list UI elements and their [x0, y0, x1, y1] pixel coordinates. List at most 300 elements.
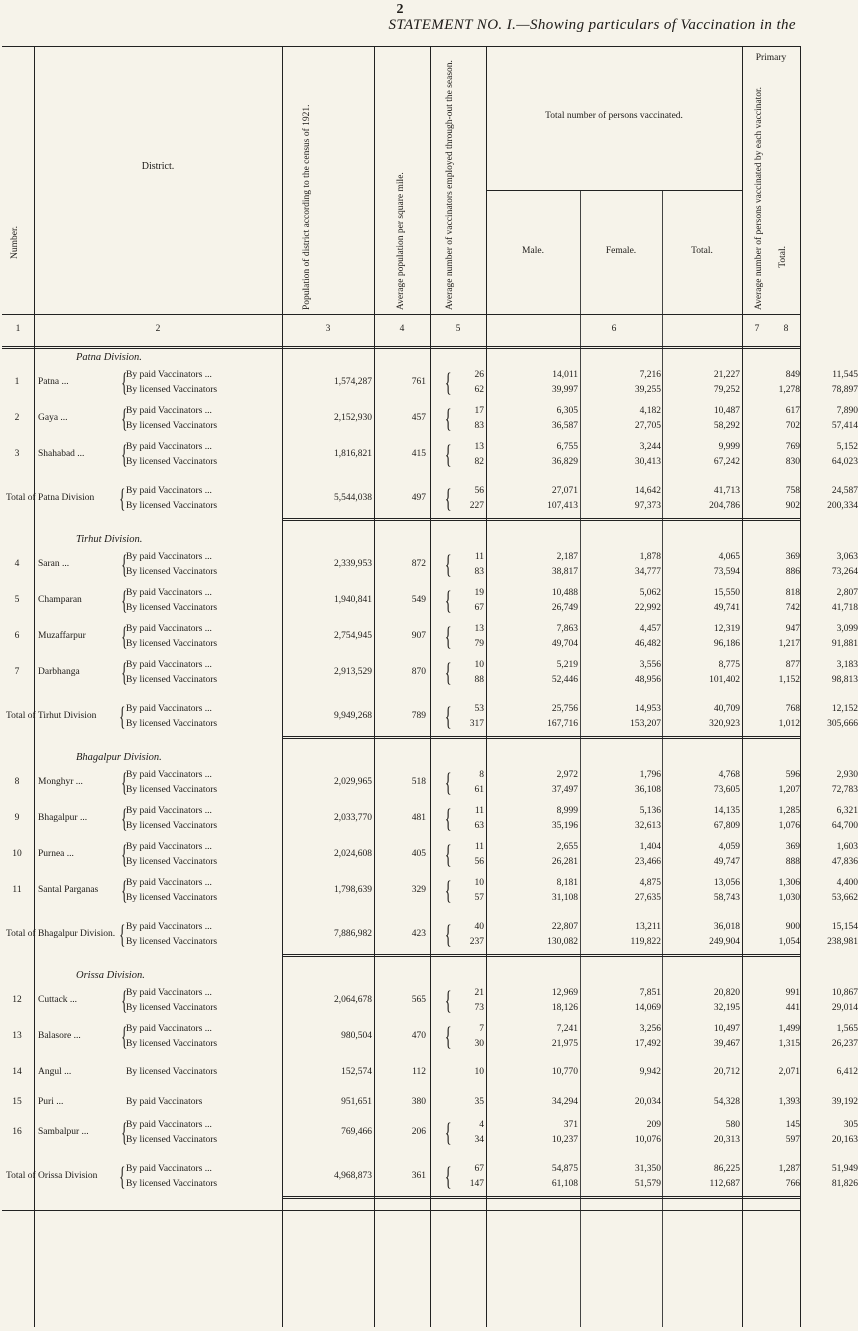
density-value: 206: [411, 1127, 426, 1137]
vaccinators-value: 11: [474, 842, 484, 852]
male-value: 10,770: [551, 1067, 578, 1077]
primary-total-value: 51,949: [831, 1164, 858, 1174]
district-name: Cuttack ...: [38, 995, 78, 1005]
primary-total-value: 98,813: [831, 675, 858, 685]
row-number: 12: [12, 995, 22, 1005]
vaccinators-value: 34: [474, 1135, 484, 1145]
brace-icon: {: [444, 920, 452, 949]
vaccinators-value: 11: [474, 806, 484, 816]
population-value: 5,544,038: [334, 493, 372, 503]
average-value: 2,071: [778, 1067, 800, 1077]
male-value: 7,241: [556, 1024, 578, 1034]
average-value: 886: [785, 567, 800, 577]
total-value: 32,195: [713, 1003, 740, 1013]
primary-total-value: 73,264: [831, 567, 858, 577]
vaccinator-type-licensed: By licensed Vaccinators: [126, 567, 218, 577]
vaccinator-type-paid: By paid Vaccinators ...: [126, 624, 212, 634]
average-value: 1,287: [778, 1164, 800, 1174]
male-value: 37,497: [551, 785, 578, 795]
female-value: 51,579: [634, 1179, 661, 1189]
row-number: 7: [14, 667, 20, 677]
female-value: 14,642: [634, 486, 661, 496]
table-row: [2, 1022, 858, 1054]
population-value: 9,949,268: [334, 711, 372, 721]
header-district: District.: [141, 160, 175, 172]
vaccinator-type-licensed: By licensed Vaccinators: [126, 1039, 218, 1049]
brace-icon: {: [444, 804, 452, 833]
total-value: 20,820: [713, 988, 740, 998]
vaccinator-type-paid: By paid Vaccinators ...: [126, 988, 212, 998]
vaccinator-type-paid: By paid Vaccinators ...: [126, 878, 212, 888]
table-row: [2, 1088, 858, 1120]
female-value: 5,062: [639, 588, 661, 598]
rule: [282, 736, 800, 739]
density-value: 907: [411, 631, 426, 641]
female-value: 3,244: [639, 442, 661, 452]
total-value: 10,497: [713, 1024, 740, 1034]
col-number: 5: [455, 324, 461, 334]
vaccinator-type-licensed: By licensed Vaccinators: [126, 785, 218, 795]
rule: [2, 314, 800, 315]
vaccinators-value: 19: [474, 588, 484, 598]
table-row: [2, 768, 858, 800]
total-value: 8,775: [718, 660, 740, 670]
primary-total-value: 20,163: [831, 1135, 858, 1145]
female-value: 4,875: [639, 878, 661, 888]
density-value: 565: [411, 995, 426, 1005]
primary-total-value: 64,023: [831, 457, 858, 467]
brace-icon: {: [444, 622, 452, 651]
male-value: 54,875: [551, 1164, 578, 1174]
table-row: [2, 1058, 858, 1090]
average-value: 1,278: [778, 385, 800, 395]
vaccinator-type-paid: By paid Vaccinators ...: [126, 1164, 212, 1174]
primary-total-value: 12,152: [831, 704, 858, 714]
vaccinator-type-paid: By paid Vaccinators ...: [126, 442, 212, 452]
primary-total-value: 78,897: [831, 385, 858, 395]
vaccinators-value: 67: [474, 603, 484, 613]
female-value: 20,034: [634, 1097, 661, 1107]
brace-icon: {: [444, 702, 452, 731]
total-value: 320,923: [709, 719, 740, 729]
division-total-row: [2, 1162, 858, 1194]
female-value: 14,069: [634, 1003, 661, 1013]
vaccinators-value: 4: [479, 1120, 484, 1130]
table-row: [2, 876, 858, 908]
population-value: 1,798,639: [334, 885, 372, 895]
vaccinators-value: 13: [474, 624, 484, 634]
total-value: 4,059: [718, 842, 740, 852]
brace-icon: {: [444, 404, 452, 433]
female-value: 27,705: [634, 421, 661, 431]
primary-total-value: 1,565: [836, 1024, 858, 1034]
vaccinator-type: By licensed Vaccinators: [126, 1067, 218, 1077]
primary-total-value: 11,545: [832, 370, 858, 380]
vaccinator-type-paid: By paid Vaccinators ...: [126, 660, 212, 670]
vaccinator-type-licensed: By licensed Vaccinators: [126, 857, 218, 867]
male-value: 6,755: [556, 442, 578, 452]
male-value: 14,011: [552, 370, 578, 380]
female-value: 13,211: [635, 922, 661, 932]
table-row: [2, 440, 858, 472]
total-value: 39,467: [713, 1039, 740, 1049]
primary-total-value: 53,662: [831, 893, 858, 903]
male-value: 18,126: [551, 1003, 578, 1013]
total-label: Total of Patna Division: [6, 493, 95, 503]
total-label: Total of Orissa Division: [6, 1171, 98, 1181]
average-value: 617: [785, 406, 800, 416]
primary-total-value: 64,700: [831, 821, 858, 831]
rule: [2, 46, 800, 47]
vaccinator-type-licensed: By licensed Vaccinators: [126, 1179, 218, 1189]
vaccinator-type-licensed: By licensed Vaccinators: [126, 385, 218, 395]
male-value: 38,817: [551, 567, 578, 577]
vaccinator-type-licensed: By licensed Vaccinators: [126, 639, 218, 649]
density-value: 789: [411, 711, 426, 721]
primary-total-value: 3,183: [836, 660, 858, 670]
vaccinator-type-paid: By paid Vaccinators ...: [126, 1024, 212, 1034]
division-title: Orissa Division.: [76, 970, 145, 981]
female-value: 5,136: [639, 806, 661, 816]
vaccinators-value: 57: [474, 893, 484, 903]
population-value: 1,574,287: [334, 377, 372, 387]
average-value: 849: [785, 370, 800, 380]
female-value: 7,216: [639, 370, 661, 380]
vaccinators-value: 88: [474, 675, 484, 685]
total-value: 67,809: [713, 821, 740, 831]
vaccinators-value: 10: [474, 1067, 484, 1077]
header-vaccinators: Average number of vaccinators employed through-out the season.: [445, 60, 455, 310]
female-value: 17,492: [634, 1039, 661, 1049]
brace-icon: {: [121, 404, 128, 433]
brace-icon: {: [121, 586, 128, 615]
total-value: 20,712: [713, 1067, 740, 1077]
primary-total-value: 72,783: [831, 785, 858, 795]
header-primary: Primary: [755, 52, 787, 63]
total-value: 4,768: [718, 770, 740, 780]
female-value: 7,851: [639, 988, 661, 998]
population-value: 951,651: [341, 1097, 372, 1107]
brace-icon: {: [121, 1118, 128, 1147]
total-value: 112,687: [709, 1179, 740, 1189]
brace-icon: {: [444, 484, 452, 513]
vaccinator-type-paid: By paid Vaccinators ...: [126, 370, 212, 380]
male-value: 371: [563, 1120, 578, 1130]
average-value: 877: [785, 660, 800, 670]
rule: [662, 190, 663, 1327]
density-value: 470: [411, 1031, 426, 1041]
average-value: 1,315: [778, 1039, 800, 1049]
brace-icon: {: [444, 440, 452, 469]
female-value: 48,956: [634, 675, 661, 685]
page-number: 2: [396, 2, 404, 17]
rule: [282, 518, 800, 521]
row-number: 13: [12, 1031, 22, 1041]
female-value: 10,076: [634, 1135, 661, 1145]
rule: [282, 954, 800, 957]
population-value: 2,754,945: [334, 631, 372, 641]
average-value: 1,499: [778, 1024, 800, 1034]
vaccinators-value: 53: [474, 704, 484, 714]
rule: [2, 1210, 800, 1211]
female-value: 32,613: [634, 821, 661, 831]
density-value: 518: [411, 777, 426, 787]
female-value: 1,796: [639, 770, 661, 780]
total-value: 204,786: [709, 501, 740, 511]
male-value: 39,997: [551, 385, 578, 395]
district-name: Purnea ...: [38, 849, 74, 859]
female-value: 3,556: [639, 660, 661, 670]
primary-total-value: 41,718: [831, 603, 858, 613]
average-value: 1,207: [778, 785, 800, 795]
density-value: 872: [411, 559, 426, 569]
table-row: [2, 622, 858, 654]
vaccinators-value: 30: [474, 1039, 484, 1049]
vaccinators-value: 11: [474, 552, 484, 562]
female-value: 34,777: [634, 567, 661, 577]
density-value: 415: [411, 449, 426, 459]
brace-icon: {: [121, 804, 128, 833]
table-row: [2, 550, 858, 582]
table-row: [2, 1118, 858, 1150]
primary-total-value: 2,930: [836, 770, 858, 780]
average-value: 597: [785, 1135, 800, 1145]
average-value: 742: [785, 603, 800, 613]
average-value: 1,076: [778, 821, 800, 831]
col-number: 7: [754, 324, 760, 334]
average-value: 902: [785, 501, 800, 511]
male-value: 2,187: [556, 552, 578, 562]
vaccinator-type-licensed: By licensed Vaccinators: [126, 719, 218, 729]
density-value: 112: [412, 1067, 426, 1077]
rule: [580, 190, 581, 1327]
total-value: 4,065: [718, 552, 740, 562]
vaccinators-value: 82: [474, 457, 484, 467]
primary-total-value: 10,867: [831, 988, 858, 998]
vaccinator-type-paid: By paid Vaccinators ...: [126, 1120, 212, 1130]
average-value: 947: [785, 624, 800, 634]
male-value: 22,807: [551, 922, 578, 932]
average-value: 441: [785, 1003, 800, 1013]
brace-icon: {: [444, 768, 452, 797]
population-value: 2,064,678: [334, 995, 372, 1005]
average-value: 1,054: [778, 937, 800, 947]
average-value: 758: [785, 486, 800, 496]
male-value: 8,999: [556, 806, 578, 816]
vaccinators-value: 63: [474, 821, 484, 831]
female-value: 14,953: [634, 704, 661, 714]
vaccinators-value: 73: [474, 1003, 484, 1013]
female-value: 153,207: [630, 719, 661, 729]
density-value: 481: [411, 813, 426, 823]
brace-icon: {: [444, 840, 452, 869]
vaccinator-type-paid: By paid Vaccinators ...: [126, 770, 212, 780]
total-value: 249,904: [709, 937, 740, 947]
district-name: Saran ...: [38, 559, 70, 569]
district-name: Muzaffarpur: [38, 631, 86, 641]
average-value: 369: [785, 842, 800, 852]
primary-total-value: 7,890: [836, 406, 858, 416]
population-value: 2,024,608: [334, 849, 372, 859]
table-row: [2, 586, 858, 618]
vaccinator-type-licensed: By licensed Vaccinators: [126, 603, 218, 613]
primary-total-value: 81,826: [831, 1179, 858, 1189]
population-value: 152,574: [341, 1067, 372, 1077]
male-value: 5,219: [556, 660, 578, 670]
division-total-row: [2, 920, 858, 952]
header-male: Male.: [522, 245, 544, 256]
brace-icon: {: [444, 1162, 452, 1191]
male-value: 26,281: [551, 857, 578, 867]
rule: [282, 1196, 800, 1199]
female-value: 46,482: [634, 639, 661, 649]
primary-total-value: 47,836: [831, 857, 858, 867]
primary-total-value: 91,881: [831, 639, 858, 649]
female-value: 22,992: [634, 603, 661, 613]
male-value: 8,181: [556, 878, 578, 888]
male-value: 35,196: [551, 821, 578, 831]
density-value: 549: [411, 595, 426, 605]
primary-total-value: 3,063: [836, 552, 858, 562]
female-value: 3,256: [639, 1024, 661, 1034]
vaccinator-type: By paid Vaccinators: [126, 1097, 203, 1107]
total-value: 20,313: [713, 1135, 740, 1145]
division-title: Bhagalpur Division.: [76, 752, 162, 763]
male-value: 6,305: [556, 406, 578, 416]
male-value: 10,488: [551, 588, 578, 598]
density-value: 761: [411, 377, 426, 387]
average-value: 900: [785, 922, 800, 932]
rule: [800, 46, 801, 1327]
vaccinator-type-licensed: By licensed Vaccinators: [126, 457, 218, 467]
population-value: 980,504: [341, 1031, 372, 1041]
vaccinators-value: 62: [474, 385, 484, 395]
vaccinators-value: 83: [474, 421, 484, 431]
average-value: 1,217: [778, 639, 800, 649]
brace-icon: {: [121, 658, 128, 687]
table-row: [2, 368, 858, 400]
vaccinator-type-licensed: By licensed Vaccinators: [126, 501, 218, 511]
vaccinators-value: 317: [469, 719, 484, 729]
col-number: 4: [399, 324, 405, 334]
statement-title: STATEMENT NO. I.—Showing particulars of Vaccination in the: [388, 17, 796, 33]
brace-icon: {: [121, 550, 128, 579]
average-value: 888: [785, 857, 800, 867]
average-value: 766: [785, 1179, 800, 1189]
vaccinators-value: 67: [474, 1164, 484, 1174]
primary-total-value: 3,099: [836, 624, 858, 634]
total-value: 49,747: [713, 857, 740, 867]
col-number: 6: [611, 324, 617, 334]
density-value: 497: [411, 493, 426, 503]
vaccinator-type-licensed: By licensed Vaccinators: [126, 1135, 218, 1145]
district-name: Champaran: [38, 595, 82, 605]
average-value: 769: [785, 442, 800, 452]
female-value: 1,404: [639, 842, 661, 852]
row-number: 14: [12, 1067, 22, 1077]
male-value: 12,969: [551, 988, 578, 998]
total-value: 101,402: [709, 675, 740, 685]
brace-icon: {: [119, 1162, 126, 1191]
brace-icon: {: [119, 484, 126, 513]
primary-total-value: 5,152: [836, 442, 858, 452]
female-value: 39,255: [634, 385, 661, 395]
male-value: 34,294: [551, 1097, 578, 1107]
male-value: 2,972: [556, 770, 578, 780]
population-value: 4,968,873: [334, 1171, 372, 1181]
table-row: [2, 658, 858, 690]
brace-icon: {: [119, 920, 126, 949]
total-value: 40,709: [713, 704, 740, 714]
col-number: 1: [15, 324, 21, 334]
district-name: Angul ...: [38, 1067, 72, 1077]
total-value: 10,487: [713, 406, 740, 416]
average-value: 1,030: [778, 893, 800, 903]
division-title: Tirhut Division.: [76, 534, 143, 545]
male-value: 36,587: [551, 421, 578, 431]
table-row: [2, 804, 858, 836]
population-value: 2,152,930: [334, 413, 372, 423]
table-row: [2, 840, 858, 872]
brace-icon: {: [444, 1118, 452, 1147]
vaccinators-value: 17: [474, 406, 484, 416]
average-value: 1,152: [778, 675, 800, 685]
female-value: 119,822: [630, 937, 661, 947]
average-value: 596: [785, 770, 800, 780]
female-value: 1,878: [639, 552, 661, 562]
header-total-vaccinated: Total number of persons vaccinated.: [545, 110, 683, 121]
female-value: 27,635: [634, 893, 661, 903]
brace-icon: {: [444, 368, 452, 397]
population-value: 1,940,841: [334, 595, 372, 605]
primary-total-value: 15,154: [831, 922, 858, 932]
row-number: 16: [12, 1127, 22, 1137]
vaccinator-type-licensed: By licensed Vaccinators: [126, 421, 218, 431]
vaccinators-value: 56: [474, 486, 484, 496]
total-value: 79,252: [713, 385, 740, 395]
vaccinators-value: 147: [469, 1179, 484, 1189]
total-value: 36,018: [713, 922, 740, 932]
population-value: 2,029,965: [334, 777, 372, 787]
col-number: 3: [325, 324, 331, 334]
brace-icon: {: [121, 440, 128, 469]
district-name: Patna ...: [38, 377, 69, 387]
vaccinator-type-licensed: By licensed Vaccinators: [126, 675, 218, 685]
male-value: 21,975: [551, 1039, 578, 1049]
male-value: 36,829: [551, 457, 578, 467]
average-value: 702: [785, 421, 800, 431]
male-value: 2,655: [556, 842, 578, 852]
total-value: 96,186: [713, 639, 740, 649]
district-name: Puri ...: [38, 1097, 64, 1107]
brace-icon: {: [444, 1022, 452, 1051]
male-value: 31,108: [551, 893, 578, 903]
vaccinators-value: 26: [474, 370, 484, 380]
vaccinator-type-paid: By paid Vaccinators ...: [126, 486, 212, 496]
brace-icon: {: [121, 840, 128, 869]
density-value: 329: [411, 885, 426, 895]
vaccinator-type-paid: By paid Vaccinators ...: [126, 806, 212, 816]
primary-total-value: 57,414: [831, 421, 858, 431]
vaccinator-type-paid: By paid Vaccinators ...: [126, 552, 212, 562]
primary-total-value: 200,334: [827, 501, 858, 511]
primary-total-value: 6,321: [836, 806, 858, 816]
density-value: 380: [411, 1097, 426, 1107]
rule: [486, 190, 742, 191]
primary-total-value: 238,981: [827, 937, 858, 947]
male-value: 27,071: [551, 486, 578, 496]
male-value: 61,108: [551, 1179, 578, 1189]
